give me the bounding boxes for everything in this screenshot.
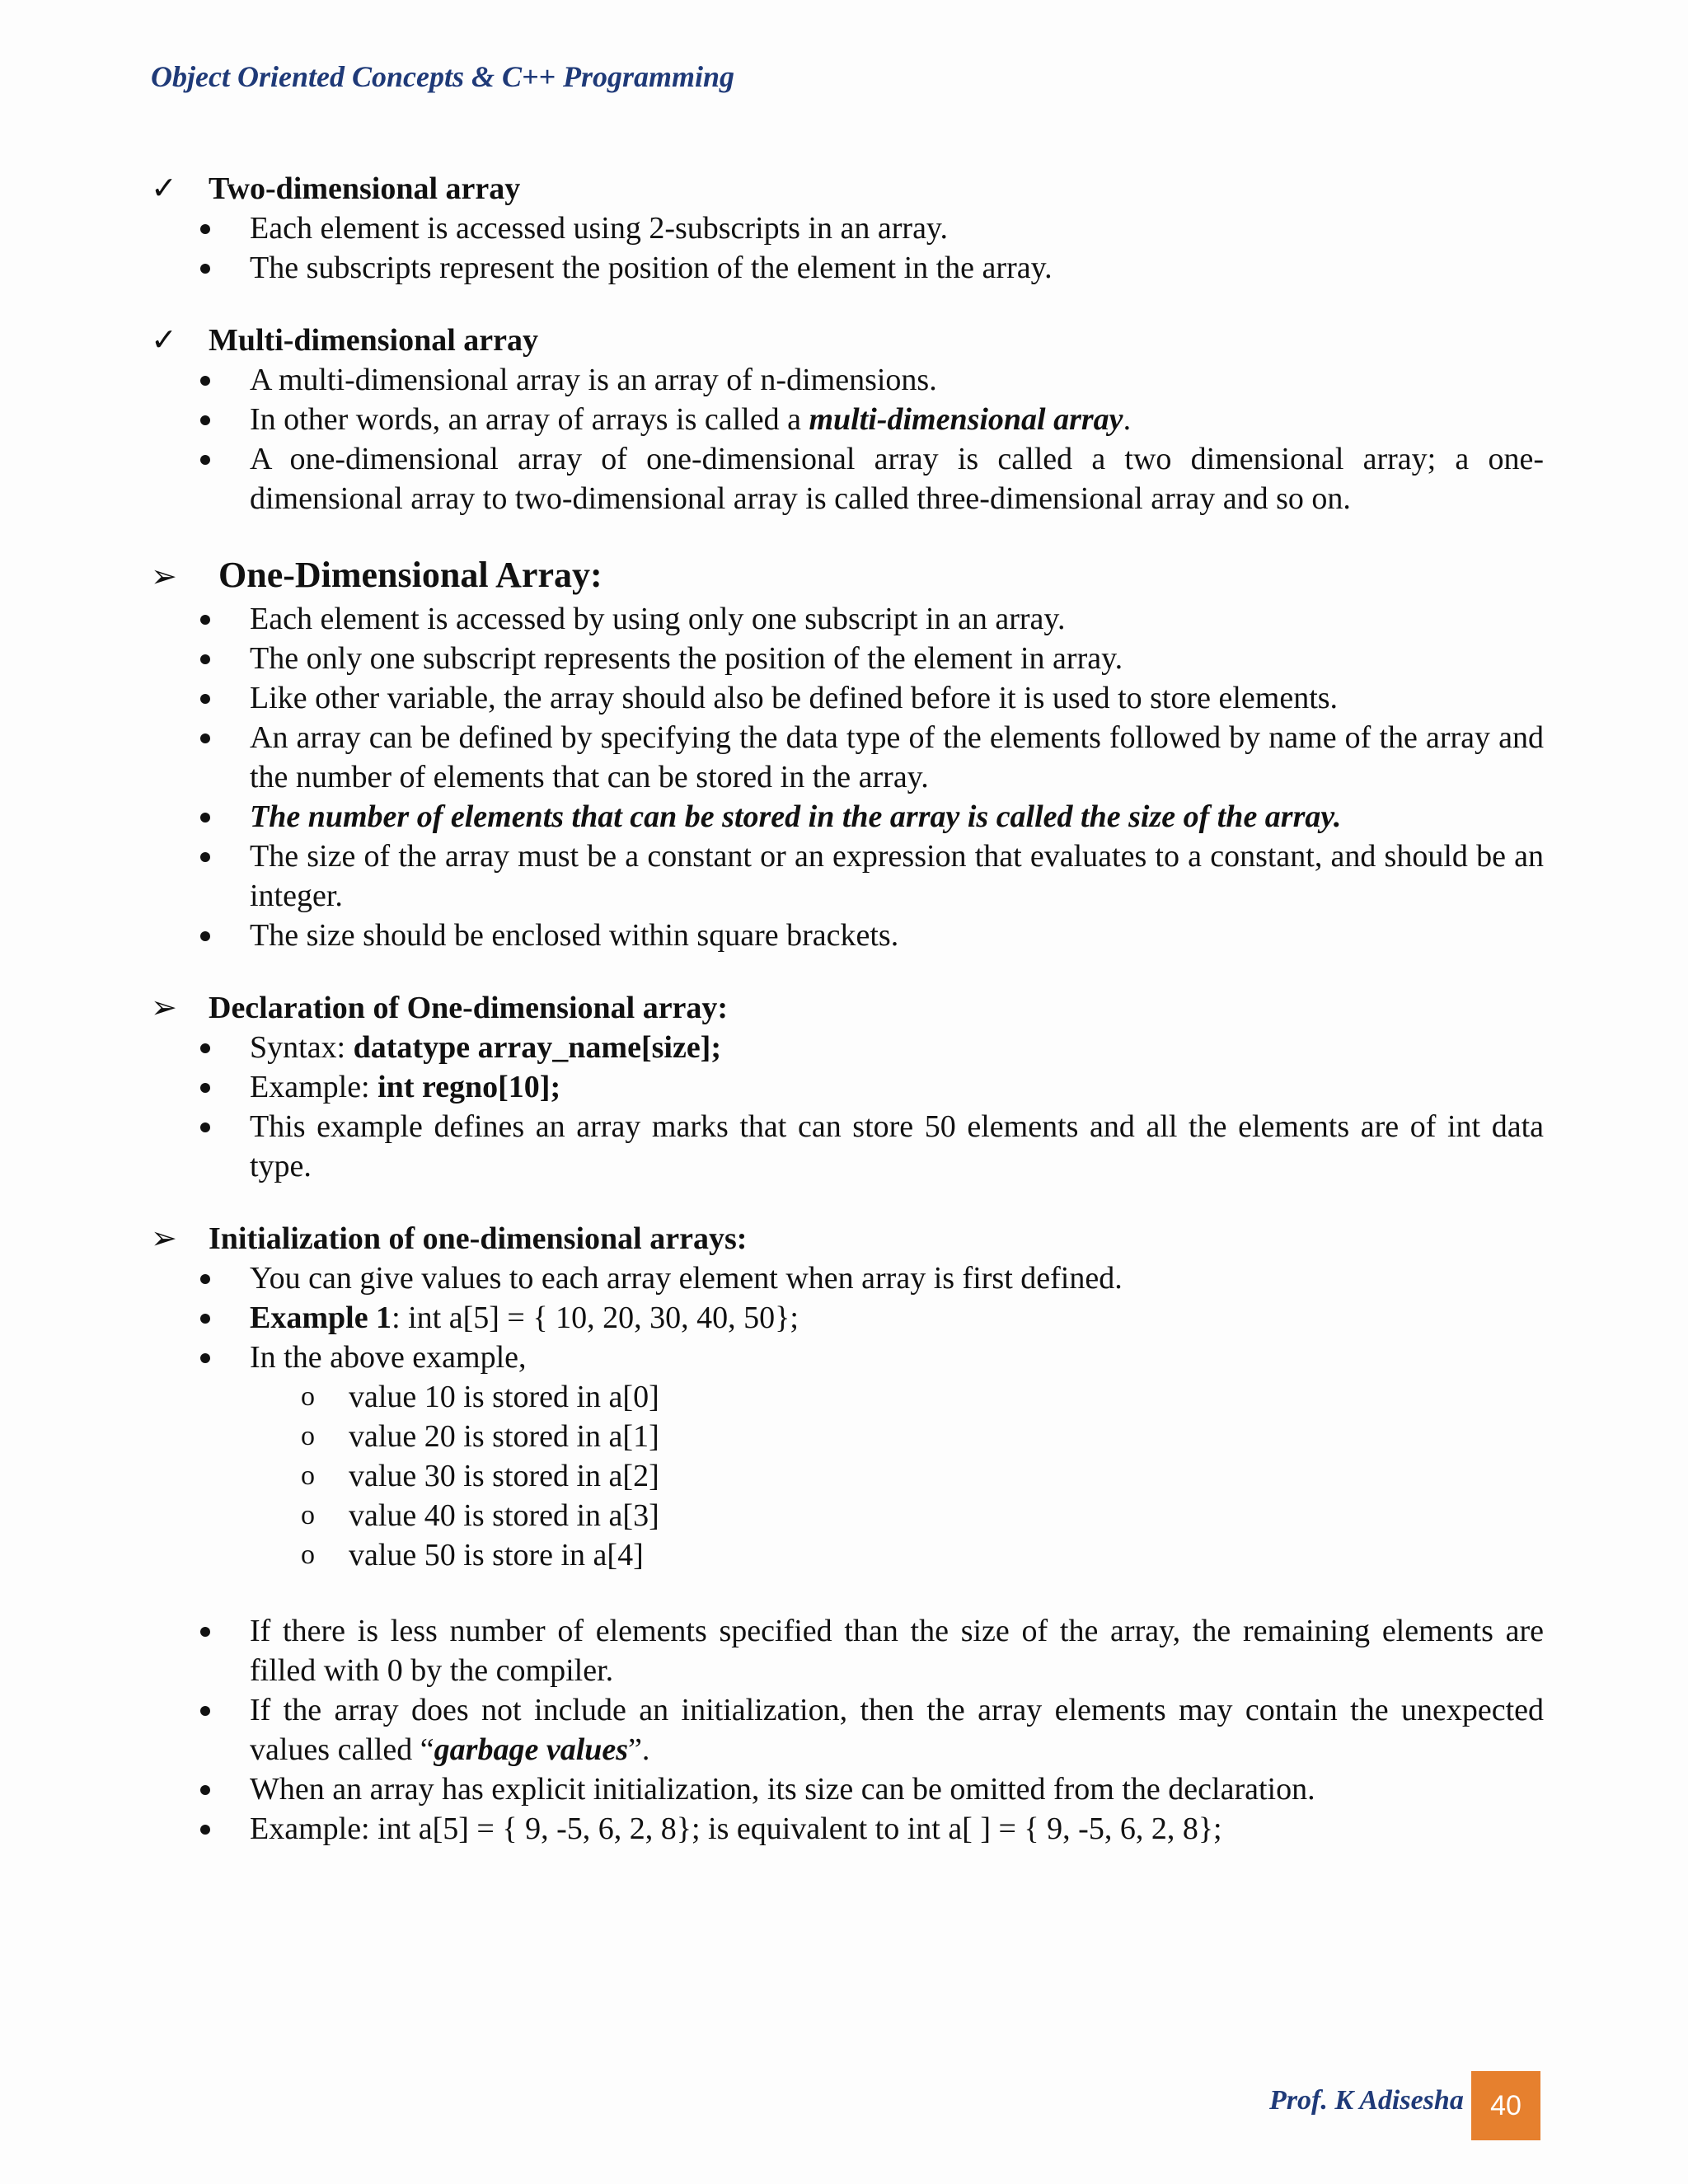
sub-list-item: o value 40 is stored in a[3] [151,1496,1544,1535]
text-run: If the array does not include an initialization, then the array elements may contain the unexpected values called “ [250,1693,1544,1767]
heading-text: Two-dimensional array [209,171,521,206]
list-item: A multi-dimensional array is an array of n-dimensions. [151,360,1544,400]
emphasis-text: multi-dimensional array [809,402,1123,437]
running-header: Object Oriented Concepts & C++ Programming [151,60,735,93]
list-item: In the above example, [151,1338,1544,1377]
list-item [151,797,1544,837]
sub-list-item: o value 30 is stored in a[2] [151,1456,1544,1496]
checkmark-icon: ✓ [151,171,177,206]
list-item: You can give values to each array element when array is first defined. [151,1258,1544,1298]
bullet-list [151,360,1544,518]
text-run: In other words, an array of arrays is called a [250,402,809,437]
list-item: The size of the array must be a constant or an expression that evaluates to a constant, and should be an integer. [151,837,1544,916]
bullet-list [151,209,1544,288]
section-declaration [151,988,1544,1186]
checkmark-icon: ✓ [151,323,177,358]
section-heading [151,169,1544,209]
text-run: Syntax: [250,1030,354,1065]
sub-list-item: o value 20 is stored in a[1] [151,1417,1544,1456]
text-run: : int a[5] = { 10, 20, 30, 40, 50}; [392,1301,799,1335]
heading-text: One-Dimensional Array: [218,555,603,595]
section-initialization [151,1219,1544,1849]
list-item [151,1028,1544,1067]
page-content [151,169,1544,1882]
list-item: This example defines an array marks that can store 50 elements and all the elements are of int data type. [151,1107,1544,1186]
bullet-list [151,1611,1544,1849]
section-heading [151,1219,1544,1258]
section-heading [151,321,1544,360]
section-heading [151,988,1544,1028]
heading-text: Declaration of One-dimensional array: [209,991,729,1025]
bullet-list [151,1258,1544,1377]
page-number-badge: 40 [1471,2071,1540,2140]
text-run: . [1123,402,1132,437]
text-run: ”. [628,1732,650,1767]
emphasis-text: The number of elements that can be stored in the array is called the size of the array. [250,799,1342,834]
syntax-code: datatype array_name[size]; [353,1030,721,1065]
list-item: Each element is accessed using 2-subscripts in an array. [151,209,1544,248]
sub-list-item: o value 50 is store in a[4] [151,1535,1544,1575]
heading-text: Multi-dimensional array [209,323,539,358]
example-label: Example 1 [250,1301,392,1335]
footer-author: Prof. K Adisesha [1269,2085,1464,2116]
emphasis-text: garbage values [434,1732,629,1767]
list-item: If there is less number of elements specified than the size of the array, the remaining elements are filled with 0 by the compiler. [151,1611,1544,1690]
text-run: Example: [250,1070,378,1104]
list-item [151,1067,1544,1107]
list-item: A one-dimensional array of one-dimensional array is called a two dimensional array; a one-dimensional array to two-dimensional array is called three-dimensional array and so on. [151,439,1544,518]
list-item: The size should be enclosed within square brackets. [151,916,1544,955]
list-item [151,400,1544,439]
list-item: Example: int a[5] = { 9, -5, 6, 2, 8}; is equivalent to int a[ ] = { 9, -5, 6, 2, 8}; [151,1809,1544,1849]
section-two-dimensional [151,169,1544,288]
bullet-list [151,599,1544,955]
sub-list-item: o value 10 is stored in a[0] [151,1377,1544,1417]
sub-list [151,1377,1544,1575]
list-item: Like other variable, the array should also be defined before it is used to store elements. [151,678,1544,718]
bullet-list [151,1028,1544,1186]
heading-text: Initialization of one-dimensional arrays: [209,1221,748,1256]
section-one-dimensional [151,551,1544,955]
list-item [151,1690,1544,1769]
list-item: Each element is accessed by using only one subscript in an array. [151,599,1544,639]
arrow-bullet-icon: ➢ [151,1221,177,1256]
arrow-bullet-icon: ➢ [151,560,177,594]
section-multi-dimensional [151,321,1544,518]
section-heading [151,551,1544,599]
list-item: The only one subscript represents the position of the element in array. [151,639,1544,678]
example-code: int regno[10]; [377,1070,561,1104]
list-item: The subscripts represent the position of the element in the array. [151,248,1544,288]
list-item: An array can be defined by specifying the data type of the elements followed by name of the array and the number of elements that can be stored in the array. [151,718,1544,797]
list-item: When an array has explicit initialization, its size can be omitted from the declaration. [151,1769,1544,1809]
arrow-bullet-icon: ➢ [151,991,177,1025]
list-item [151,1298,1544,1338]
